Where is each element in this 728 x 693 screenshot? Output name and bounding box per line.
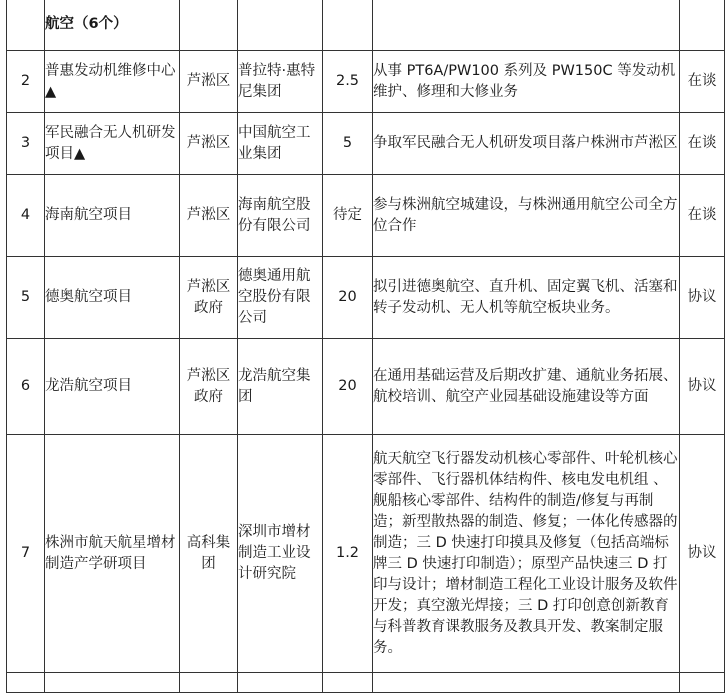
project-amount: 待定: [323, 175, 373, 257]
project-content: 参与株洲航空城建设，与株洲通用航空公司全方位合作: [373, 175, 680, 257]
project-content: 航天航空飞行器发动机核心零部件、叶轮机核心零部件、飞行器机体结构件、核电发电机组 、舰船核心零部件、结构件的制造/修复与再制造；新型散热器的制造、修复；一体化传感器的制造；三 D 快速打印摸具及修复（包括高端标牌三 D 快速打印制造）；原型产品快速三 D 打印与设计；增材制造工程化工业设计服务及软件开发；真空激光焊接；三 D 打印创意创新教育与科普教育课教服务及教具开发、教案制定服务。: [373, 435, 680, 673]
project-investor: 深圳市增材制造工业设计研究院: [238, 435, 323, 673]
project-investor: 海南航空股份有限公司: [238, 175, 323, 257]
partial-cell: [373, 673, 680, 693]
project-content: 拟引进德奥航空、直升机、固定翼飞机、活塞和转子发动机、无人机等航空板块业务。: [373, 257, 680, 339]
partial-cell: [7, 673, 45, 693]
project-status: 在谈: [680, 51, 725, 113]
partial-cell: [45, 673, 180, 693]
project-amount: 20: [323, 257, 373, 339]
row-number: 4: [7, 175, 45, 257]
project-status: 协议: [680, 339, 725, 435]
project-name: 株洲市航天航星增材制造产学研项目: [45, 435, 180, 673]
project-name: 普惠发动机维修中心▲: [45, 51, 180, 113]
project-area: 芦淞区: [180, 175, 238, 257]
project-amount: 5: [323, 113, 373, 175]
table-row: [7, 339, 725, 435]
project-name: 海南航空项目: [45, 175, 180, 257]
project-name: 德奥航空项目: [45, 257, 180, 339]
partial-cell: [680, 673, 725, 693]
project-name: 龙浩航空项目: [45, 339, 180, 435]
table-row: [7, 51, 725, 113]
row-number: 5: [7, 257, 45, 339]
section-amount-cell: [323, 0, 373, 51]
row-number: 7: [7, 435, 45, 673]
project-investor: 普拉特·惠特尼集团: [238, 51, 323, 113]
section-investor-cell: [238, 0, 323, 51]
project-amount: 1.2: [323, 435, 373, 673]
table-row: [7, 257, 725, 339]
project-content: 从事 PT6A/PW100 系列及 PW150C 等发动机维护、修理和大修业务: [373, 51, 680, 113]
project-amount: 20: [323, 339, 373, 435]
partial-cell: [323, 673, 373, 693]
project-status: 在谈: [680, 113, 725, 175]
section-no-cell: [7, 0, 45, 51]
section-title: 航空（6个）: [45, 16, 128, 32]
partial-cell: [238, 673, 323, 693]
project-content: 在通用基础运营及后期改扩建、通航业务拓展、航校培训、航空产业园基础设施建设等方面: [373, 339, 680, 435]
project-investor: 龙浩航空集团: [238, 339, 323, 435]
table-row: [7, 435, 725, 673]
project-status: 协议: [680, 435, 725, 673]
project-area: 高科集团: [180, 435, 238, 673]
section-area-cell: [180, 0, 238, 51]
project-area: 芦淞区: [180, 51, 238, 113]
project-name: 军民融合无人机研发项目▲: [45, 113, 180, 175]
section-title-cell: [45, 0, 180, 51]
project-status: 在谈: [680, 175, 725, 257]
next-row-partial: [7, 673, 725, 693]
section-content-cell: [373, 0, 680, 51]
project-amount: 2.5: [323, 51, 373, 113]
row-number: 6: [7, 339, 45, 435]
project-table: [6, 0, 725, 693]
project-area: 芦淞区政府: [180, 339, 238, 435]
section-header-row: [7, 0, 725, 51]
project-investor: 德奥通用航空股份有限公司: [238, 257, 323, 339]
project-status: 协议: [680, 257, 725, 339]
project-content: 争取军民融合无人机研发项目落户株洲市芦淞区: [373, 113, 680, 175]
section-status-cell: [680, 0, 725, 51]
project-area: 芦淞区: [180, 113, 238, 175]
partial-cell: [180, 673, 238, 693]
project-area: 芦淞区政府: [180, 257, 238, 339]
project-investor: 中国航空工业集团: [238, 113, 323, 175]
row-number: 2: [7, 51, 45, 113]
table-row: [7, 113, 725, 175]
table-row: [7, 175, 725, 257]
row-number: 3: [7, 113, 45, 175]
